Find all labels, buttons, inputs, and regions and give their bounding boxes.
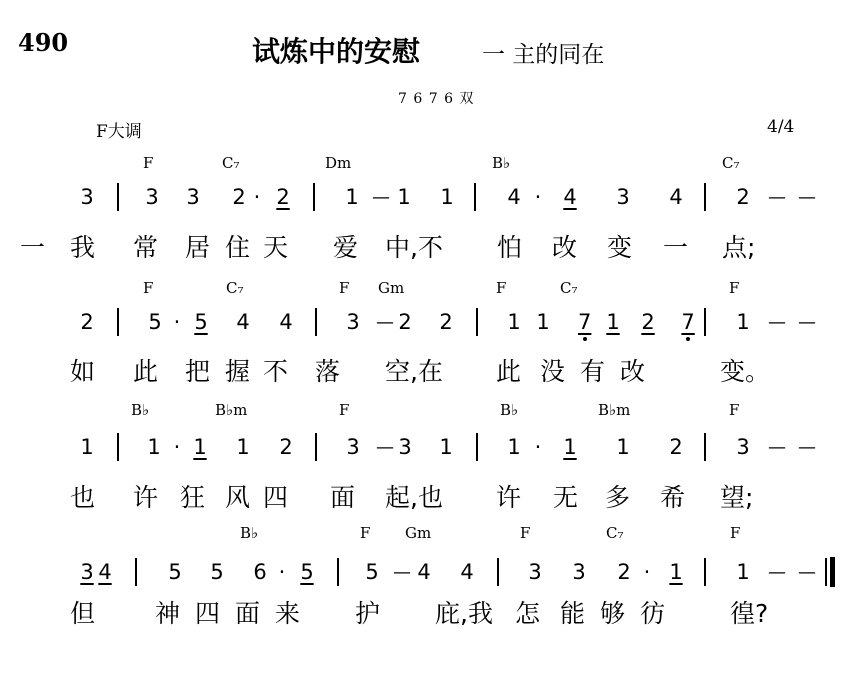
jianpu-note: 1 xyxy=(563,435,577,459)
lyric-syllable: 怕 xyxy=(497,233,523,262)
lyric-syllable: 常 xyxy=(133,233,159,262)
jianpu-note: 6 xyxy=(253,560,267,584)
lyric-syllable: 多 xyxy=(605,483,631,512)
chord-symbol: C₇ xyxy=(226,279,244,297)
jianpu-note: — xyxy=(376,312,394,333)
jianpu-note: 1 xyxy=(736,560,750,584)
lyric-syllable: 天 xyxy=(263,233,289,262)
jianpu-note: · xyxy=(253,185,261,209)
jianpu-note: 1 xyxy=(236,435,250,459)
jianpu-note: — xyxy=(798,437,816,458)
lyric-syllable: 护 xyxy=(355,599,381,628)
jianpu-note: 3 xyxy=(398,435,412,459)
jianpu-note: 4 xyxy=(563,185,577,209)
jianpu-note: 4 xyxy=(236,310,250,334)
chord-symbol: B♭ xyxy=(240,524,259,542)
hymn-number: 490 xyxy=(18,28,69,57)
jianpu-note: 3 xyxy=(346,435,360,459)
chord-symbol: F xyxy=(730,524,741,542)
lyric-syllable: 四 xyxy=(195,599,221,628)
jianpu-note: 2 xyxy=(736,185,750,209)
lyric-syllable: 改 xyxy=(620,357,646,386)
jianpu-note: 5 xyxy=(168,560,182,584)
chord-symbol: F xyxy=(360,524,371,542)
jianpu-note: 4 xyxy=(417,560,431,584)
hymn-subtitle: 一 主的同在 xyxy=(482,42,605,68)
chord-symbol: F xyxy=(729,401,740,419)
chord-symbol: F xyxy=(143,279,154,297)
jianpu-note: 2 xyxy=(279,435,293,459)
barline xyxy=(117,308,119,336)
barline xyxy=(476,308,478,336)
lyric-syllable: 无 xyxy=(553,483,579,512)
jianpu-note: · xyxy=(278,560,286,584)
jianpu-note: 2 xyxy=(669,435,683,459)
jianpu-note: · xyxy=(643,560,651,584)
lyric-syllable: 一 xyxy=(20,233,46,262)
jianpu-note: 2 xyxy=(439,310,453,334)
lyric-syllable: 我 xyxy=(70,233,96,262)
jianpu-note: 1 xyxy=(616,435,630,459)
jianpu-note: 1 xyxy=(193,435,207,459)
jianpu-note: 7 xyxy=(681,310,695,334)
jianpu-note: · xyxy=(173,435,181,459)
barline xyxy=(704,308,706,336)
jianpu-note: — xyxy=(768,437,786,458)
jianpu-note: 3 xyxy=(80,185,94,209)
lyric-syllable: 怎 xyxy=(515,599,541,628)
lyric-syllable: 面 xyxy=(330,483,356,512)
barline xyxy=(476,433,478,461)
jianpu-note: — xyxy=(393,562,411,583)
jianpu-note: 2 xyxy=(617,560,631,584)
barline xyxy=(704,183,706,211)
jianpu-note: — xyxy=(798,312,816,333)
chord-symbol: B♭m xyxy=(598,401,631,419)
barline xyxy=(337,558,339,586)
jianpu-note: 1 xyxy=(536,310,550,334)
jianpu-note: 2 xyxy=(398,310,412,334)
lyric-syllable: 空,在 xyxy=(385,357,443,386)
barline xyxy=(497,558,499,586)
meter: 7 6 7 6 双 xyxy=(398,91,475,107)
jianpu-note: 1 xyxy=(507,310,521,334)
chord-symbol: C₇ xyxy=(560,279,578,297)
jianpu-note: 7 xyxy=(578,310,592,334)
lyric-syllable: 握 xyxy=(225,357,251,386)
lyric-syllable: 有 xyxy=(580,357,606,386)
lyric-syllable: 改 xyxy=(552,233,578,262)
lyric-syllable: 如 xyxy=(70,357,96,386)
jianpu-note: — xyxy=(768,312,786,333)
jianpu-note: 5 xyxy=(365,560,379,584)
jianpu-note: 1 xyxy=(440,185,454,209)
hymn-title: 试炼中的安慰 xyxy=(252,35,421,68)
lyric-syllable: 点; xyxy=(722,233,756,262)
chord-symbol: B♭ xyxy=(500,401,519,419)
jianpu-note: — xyxy=(768,562,786,583)
lyric-syllable: 庇,我 xyxy=(435,599,493,628)
lyric-syllable: 落 xyxy=(315,357,341,386)
chord-symbol: Gm xyxy=(378,279,405,297)
chord-symbol: B♭ xyxy=(492,154,511,172)
jianpu-note: 5 xyxy=(148,310,162,334)
lyric-syllable: 够 xyxy=(600,599,626,628)
jianpu-note: 1 xyxy=(397,185,411,209)
jianpu-note: 2 xyxy=(80,310,94,334)
lyric-syllable: 狂 xyxy=(180,483,206,512)
barline xyxy=(474,183,476,211)
lyric-syllable: 希 xyxy=(660,483,686,512)
lyric-syllable: 变。 xyxy=(720,357,771,386)
lyric-syllable: 但 xyxy=(70,599,96,628)
time-signature: 4/4 xyxy=(767,117,795,137)
lyric-syllable: 面 xyxy=(235,599,261,628)
jianpu-note: 5 xyxy=(194,310,208,334)
lyric-syllable: 神 xyxy=(155,599,181,628)
jianpu-note: 3 xyxy=(572,560,586,584)
barline xyxy=(315,308,317,336)
chord-symbol: F xyxy=(143,154,154,172)
jianpu-note: — xyxy=(768,187,786,208)
chord-symbol: F xyxy=(729,279,740,297)
jianpu-note: 3 xyxy=(80,560,94,584)
jianpu-note: 4 xyxy=(507,185,521,209)
barline xyxy=(704,558,706,586)
chord-symbol: B♭m xyxy=(215,401,248,419)
lyric-syllable: 望; xyxy=(720,483,754,512)
lyric-syllable: 住 xyxy=(225,233,251,262)
lyric-syllable: 此 xyxy=(133,357,159,386)
barline xyxy=(315,433,317,461)
lyric-syllable: 没 xyxy=(540,357,566,386)
chord-symbol: F xyxy=(496,279,507,297)
lyric-syllable: 许 xyxy=(496,483,522,512)
jianpu-note: — xyxy=(798,187,816,208)
jianpu-note: 1 xyxy=(736,310,750,334)
lyric-syllable: 风 xyxy=(225,483,251,512)
jianpu-note: · xyxy=(173,310,181,334)
jianpu-note: 1 xyxy=(606,310,620,334)
jianpu-note: 3 xyxy=(616,185,630,209)
jianpu-note: — xyxy=(376,437,394,458)
barline xyxy=(117,183,119,211)
lyric-syllable: 居 xyxy=(185,233,211,262)
lyric-syllable: 起,也 xyxy=(385,483,443,512)
jianpu-note: 4 xyxy=(460,560,474,584)
jianpu-note: 1 xyxy=(439,435,453,459)
jianpu-note: 1 xyxy=(147,435,161,459)
chord-symbol: C₇ xyxy=(222,154,240,172)
lyric-syllable: 也 xyxy=(70,483,96,512)
lyric-syllable: 彷 xyxy=(640,599,666,628)
jianpu-note: 1 xyxy=(669,560,683,584)
jianpu-note: 2 xyxy=(641,310,655,334)
chord-symbol: Dm xyxy=(325,154,352,172)
jianpu-note: 5 xyxy=(210,560,224,584)
final-barline-thin xyxy=(825,558,827,586)
jianpu-note: 3 xyxy=(346,310,360,334)
lyric-syllable: 把 xyxy=(185,357,211,386)
lyric-syllable: 变 xyxy=(607,233,633,262)
jianpu-note: 3 xyxy=(145,185,159,209)
lyric-syllable: 不 xyxy=(263,357,289,386)
jianpu-note: 3 xyxy=(186,185,200,209)
barline xyxy=(313,183,315,211)
jianpu-note: — xyxy=(372,187,390,208)
lyric-syllable: 许 xyxy=(133,483,159,512)
jianpu-note: 2 xyxy=(276,185,290,209)
lyric-syllable: 爱 xyxy=(333,233,359,262)
chord-symbol: Gm xyxy=(405,524,432,542)
jianpu-note: 4 xyxy=(669,185,683,209)
barline xyxy=(135,558,137,586)
jianpu-note: · xyxy=(534,185,542,209)
chord-symbol: C₇ xyxy=(722,154,740,172)
key-signature: F大调 xyxy=(96,122,142,142)
lyric-syllable: 四 xyxy=(263,483,289,512)
lyric-syllable: 一 xyxy=(663,233,689,262)
jianpu-note: — xyxy=(798,562,816,583)
jianpu-note: 1 xyxy=(507,435,521,459)
jianpu-note: 5 xyxy=(300,560,314,584)
lyric-syllable: 能 xyxy=(560,599,586,628)
chord-symbol: C₇ xyxy=(606,524,624,542)
chord-symbol: B♭ xyxy=(131,401,150,419)
chord-symbol: F xyxy=(339,279,350,297)
jianpu-note: · xyxy=(534,435,542,459)
lyric-syllable: 此 xyxy=(496,357,522,386)
jianpu-note: 2 xyxy=(232,185,246,209)
barline xyxy=(117,433,119,461)
lyric-syllable: 中,不 xyxy=(385,233,443,262)
jianpu-note: 4 xyxy=(98,560,112,584)
jianpu-note: 4 xyxy=(279,310,293,334)
chord-symbol: F xyxy=(520,524,531,542)
lyric-syllable: 徨? xyxy=(730,599,769,628)
jianpu-note: 3 xyxy=(736,435,750,459)
jianpu-note: 3 xyxy=(528,560,542,584)
final-barline-thick xyxy=(830,557,835,587)
jianpu-note: 1 xyxy=(80,435,94,459)
jianpu-note: 1 xyxy=(345,185,359,209)
barline xyxy=(704,433,706,461)
chord-symbol: F xyxy=(339,401,350,419)
lyric-syllable: 来 xyxy=(275,599,301,628)
